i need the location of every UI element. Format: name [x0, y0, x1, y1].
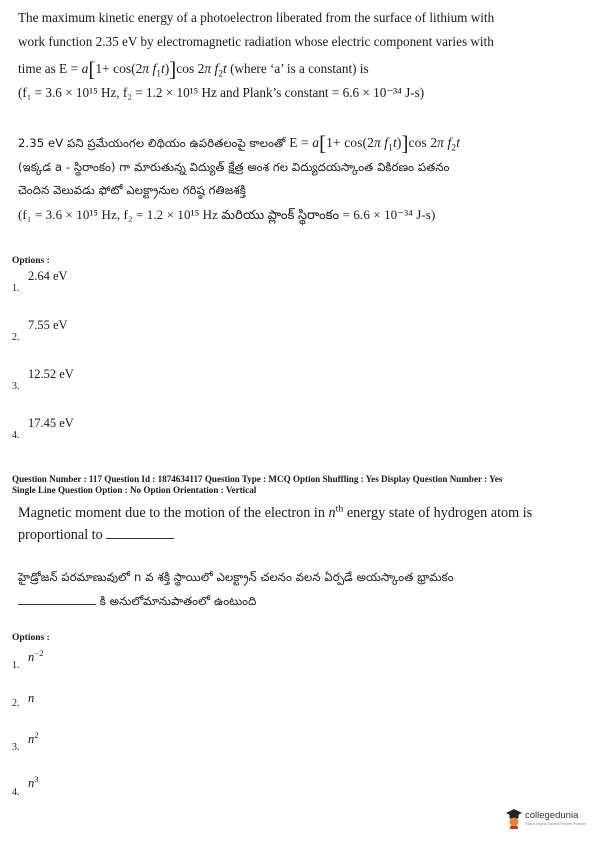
q116-option-2-value[interactable]: 7.55 eV: [28, 318, 68, 332]
q116-option-2-number: 2.: [12, 332, 20, 343]
q116-option-3-number: 3.: [12, 381, 20, 392]
q116-te-line3: చెందిన వెలువడు ఫోటో ఎలక్ట్రానుల గరిష్ఠ గతిజశక్తి: [18, 183, 246, 197]
q117-english-text: [18, 502, 577, 546]
q117-options-title: Options :: [12, 633, 50, 643]
logo-name: collegedunia: [525, 810, 579, 821]
q117-option-3-number: 3.: [12, 742, 20, 753]
q117-meta-line2: Single Line Question Option : No Option Orientation : Vertical: [12, 485, 257, 495]
q117-meta-line1: Question Number : 117 Question Id : 1874634117 Question Type : MCQ Option Shuffling : Yes Display Question Number : Yes: [12, 474, 503, 484]
q117-option-1-value[interactable]: $n^{-2}$: [28, 647, 44, 664]
q116-te-line4: (f₁ = 3.6 × 10¹⁵ Hz, f₂ = 1.2 × 10¹⁵ Hz మరియు ప్లాంక్ స్థిరాంకం = 6.6 × 10⁻³⁴ J-s): [18, 206, 436, 222]
q116-en-line4: (f₁ = 3.6 × 10¹⁵ Hz, f₂ = 1.2 × 10¹⁵ Hz and Plank’s constant = 6.6 × 10⁻³⁴ J-s): [18, 85, 425, 100]
collegedunia-logo: [505, 806, 585, 834]
q117-option-1-number: 1.: [12, 660, 20, 671]
q116-option-1-value[interactable]: 2.64 eV: [28, 269, 68, 283]
q117-option-4-value[interactable]: $n^3$: [28, 773, 39, 790]
q116-option-3-value[interactable]: 12.52 eV: [28, 367, 74, 381]
q117-en-line1: Magnetic moment due to the motion of the electron in $n^{th}$ energy state of hydrogen atom is: [18, 503, 533, 521]
q116-telugu-text: [18, 131, 577, 226]
q116-te-line1: 2.35 eV పని ప్రమేయంగల లిథియం ఉపరితలంపై కాలంతో E = a[1+ cos(2π $f_1t)]\cos$ 2π $f_2t$: [18, 131, 461, 155]
q116-option-4-value[interactable]: 17.45 eV: [28, 416, 74, 430]
q116-en-line1: The maximum kinetic energy of a photoelectron liberated from the surface of lithium with: [18, 10, 495, 25]
q116-equation: E = a[1+ cos(2π $f_1t)]\cos$ 2π $f_2t$: [59, 57, 227, 81]
q117-option-2-number: 2.: [12, 698, 20, 709]
logo-tagline: India's largest Student Review Platform: [525, 822, 586, 826]
q117-option-4-number: 4.: [12, 787, 20, 798]
q117-option-2-value[interactable]: n: [28, 691, 35, 705]
q116-option-1-number: 1.: [12, 283, 20, 294]
q117-answer-blank: [106, 528, 174, 539]
q116-en-line3: time as E = a[1+ cos(2π $f_1t)]\cos$ 2π $f_2t$ (where ‘a’ is a constant) is: [18, 57, 369, 81]
q116-te-equation: E = a[1+ cos(2π $f_1t)]\cos$ 2π $f_2t$: [289, 131, 461, 155]
q116-option-4-number: 4.: [12, 430, 20, 441]
q117-te-line2: కి అనులోమానుపాతంలో ఉంటుంది: [18, 590, 577, 614]
q117-option-3-value[interactable]: $n^2$: [28, 729, 39, 746]
graduation-cap-icon: [505, 808, 523, 830]
q116-en-line2: work function 2.35 eV by electromagnetic radiation whose electric component varies with: [18, 34, 494, 49]
q116-english-text: [18, 6, 577, 105]
q117-metadata: [12, 474, 581, 496]
q117-telugu-text: [18, 566, 577, 613]
q116-te-line2: (ఇక్కడ a - స్థిరాంకం) గా మారుతున్న విద్యుత్ క్షేత్ర అంశ గల విద్యుదయస్కాంత వికిరణం పతనం: [18, 159, 450, 174]
q117-en-line2: proportional to: [18, 524, 577, 546]
q117-te-line1: హైడ్రోజన్ పరమాణువులో n వ శక్తి స్థాయిలో ఎలక్ట్రాన్ చలనం వలన ఏర్పడే అయస్కాంత భ్రామకం: [18, 570, 454, 584]
q117-te-answer-blank: [18, 594, 96, 605]
q116-options-title: Options :: [12, 256, 50, 266]
